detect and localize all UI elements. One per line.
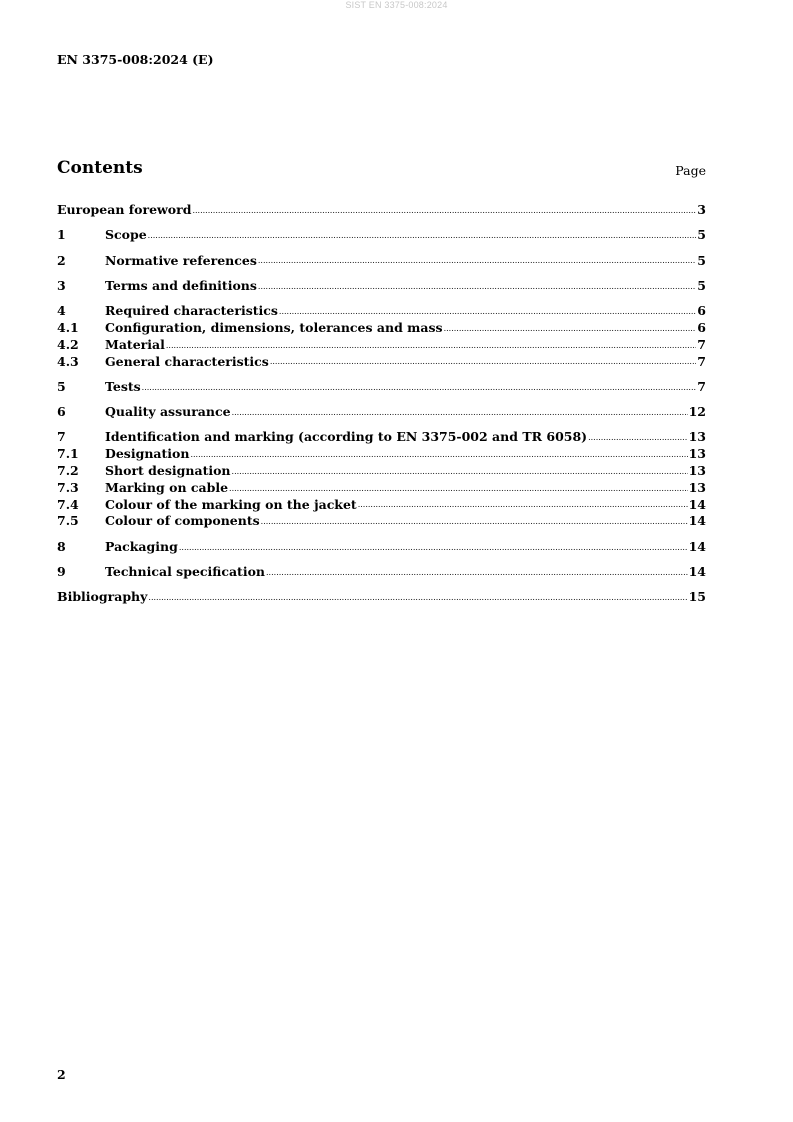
toc-entry-page: 6 bbox=[697, 303, 706, 319]
toc-entry-title: Marking on cable bbox=[105, 479, 229, 495]
toc-entry-page: 13 bbox=[688, 463, 706, 479]
toc-entry[interactable] bbox=[57, 379, 706, 396]
toc-dot-leader bbox=[232, 466, 688, 480]
toc-dot-leader bbox=[166, 340, 696, 354]
toc-entry-number: 6 bbox=[57, 404, 66, 420]
toc-entry-number: 4.1 bbox=[57, 319, 79, 335]
toc-dot-leader bbox=[266, 567, 688, 581]
toc-entry-number: 7.2 bbox=[57, 463, 79, 479]
toc-entry-number: 7.4 bbox=[57, 496, 79, 512]
page-column-heading: Page bbox=[675, 163, 706, 178]
toc-entry-title: Configuration, dimensions, tolerances and mass bbox=[105, 319, 443, 335]
toc-entry-page: 15 bbox=[688, 589, 706, 605]
toc-entry-number: 7 bbox=[57, 429, 66, 445]
toc-entry-title: Terms and definitions bbox=[105, 277, 257, 293]
toc-entry-page: 13 bbox=[688, 429, 706, 445]
toc-entry-title: Quality assurance bbox=[105, 404, 231, 420]
toc-entry[interactable] bbox=[57, 337, 706, 354]
toc-entry[interactable] bbox=[57, 446, 706, 463]
toc-entry[interactable] bbox=[57, 539, 706, 556]
toc-entry-number: 7.1 bbox=[57, 446, 79, 462]
toc-dot-leader bbox=[261, 516, 688, 530]
toc-dot-leader bbox=[232, 407, 688, 421]
toc-entry[interactable] bbox=[57, 253, 706, 270]
toc-entry-number: 5 bbox=[57, 378, 66, 394]
toc-entry[interactable] bbox=[57, 497, 706, 514]
toc-entry-page: 14 bbox=[688, 513, 706, 529]
toc-entry[interactable] bbox=[57, 564, 706, 581]
toc-entry[interactable] bbox=[57, 429, 706, 446]
toc-entry-number: 4.2 bbox=[57, 336, 79, 352]
toc-dot-leader bbox=[358, 499, 688, 513]
toc-dot-leader bbox=[190, 449, 687, 463]
toc-entry-title: Identification and marking (according to EN 3375-002 and TR 6058) bbox=[105, 429, 588, 445]
toc-dot-leader bbox=[258, 255, 696, 269]
toc-entry[interactable] bbox=[57, 463, 706, 480]
toc-dot-leader bbox=[270, 356, 696, 370]
toc-entry-page: 7 bbox=[697, 353, 706, 369]
table-of-contents bbox=[57, 202, 706, 606]
toc-entry[interactable] bbox=[57, 589, 706, 606]
toc-entry-title: Colour of components bbox=[105, 513, 260, 529]
toc-entry-title: Bibliography bbox=[57, 589, 148, 605]
toc-entry-title: Packaging bbox=[105, 538, 178, 554]
toc-entry-number: 2 bbox=[57, 252, 66, 268]
toc-entry-number: 8 bbox=[57, 538, 66, 554]
toc-entry-page: 7 bbox=[697, 378, 706, 394]
toc-entry-number: 3 bbox=[57, 277, 66, 293]
toc-dot-leader bbox=[444, 323, 697, 337]
toc-entry-title: Designation bbox=[105, 446, 190, 462]
toc-entry-number: 1 bbox=[57, 227, 66, 243]
toc-dot-leader bbox=[258, 281, 696, 295]
toc-entry-title: Normative references bbox=[105, 252, 257, 268]
toc-entry-number: 4.3 bbox=[57, 353, 79, 369]
toc-dot-leader bbox=[192, 205, 696, 219]
toc-entry-page: 7 bbox=[697, 336, 706, 352]
toc-entry[interactable] bbox=[57, 202, 706, 219]
toc-entry-page: 14 bbox=[688, 564, 706, 580]
toc-entry-title: European foreword bbox=[57, 202, 192, 217]
toc-entry-page: 3 bbox=[697, 202, 706, 217]
toc-entry-page: 12 bbox=[688, 404, 706, 420]
toc-dot-leader bbox=[142, 382, 697, 396]
toc-entry-page: 5 bbox=[697, 277, 706, 293]
toc-entry-title: Material bbox=[105, 336, 165, 352]
toc-entry-number: 4 bbox=[57, 303, 66, 319]
toc-entry-title: Scope bbox=[105, 227, 147, 243]
toc-entry-page: 14 bbox=[688, 496, 706, 512]
toc-entry[interactable] bbox=[57, 404, 706, 421]
toc-entry[interactable] bbox=[57, 480, 706, 497]
toc-dot-leader bbox=[279, 306, 696, 320]
toc-entry[interactable] bbox=[57, 513, 706, 530]
toc-entry[interactable] bbox=[57, 227, 706, 244]
toc-entry-page: 13 bbox=[688, 479, 706, 495]
toc-entry-page: 5 bbox=[697, 227, 706, 243]
toc-entry-page: 14 bbox=[688, 538, 706, 554]
toc-dot-leader bbox=[148, 230, 697, 244]
contents-heading: Contents bbox=[57, 158, 143, 178]
toc-entry[interactable] bbox=[57, 278, 706, 295]
toc-entry-page: 6 bbox=[697, 319, 706, 335]
toc-entry-title: General characteristics bbox=[105, 353, 269, 369]
watermark: SIST EN 3375-008:2024 bbox=[345, 0, 448, 10]
toc-dot-leader bbox=[588, 432, 688, 446]
toc-entry-title: Tests bbox=[105, 378, 141, 394]
toc-entry[interactable] bbox=[57, 320, 706, 337]
toc-dot-leader bbox=[179, 542, 688, 556]
toc-entry-title: Short designation bbox=[105, 463, 231, 479]
toc-dot-leader bbox=[148, 592, 687, 606]
toc-entry-title: Required characteristics bbox=[105, 303, 278, 319]
toc-entry[interactable] bbox=[57, 303, 706, 320]
toc-entry-title: Technical specification bbox=[105, 564, 266, 580]
toc-entry-number: 7.3 bbox=[57, 479, 79, 495]
footer-page-number: 2 bbox=[57, 1067, 66, 1082]
toc-entry-title: Colour of the marking on the jacket bbox=[105, 496, 357, 512]
toc-dot-leader bbox=[229, 483, 688, 497]
document-id: EN 3375-008:2024 (E) bbox=[57, 52, 214, 67]
toc-entry-number: 9 bbox=[57, 564, 66, 580]
toc-entry[interactable] bbox=[57, 354, 706, 371]
toc-entry-number: 7.5 bbox=[57, 513, 79, 529]
toc-entry-page: 13 bbox=[688, 446, 706, 462]
toc-entry-page: 5 bbox=[697, 252, 706, 268]
